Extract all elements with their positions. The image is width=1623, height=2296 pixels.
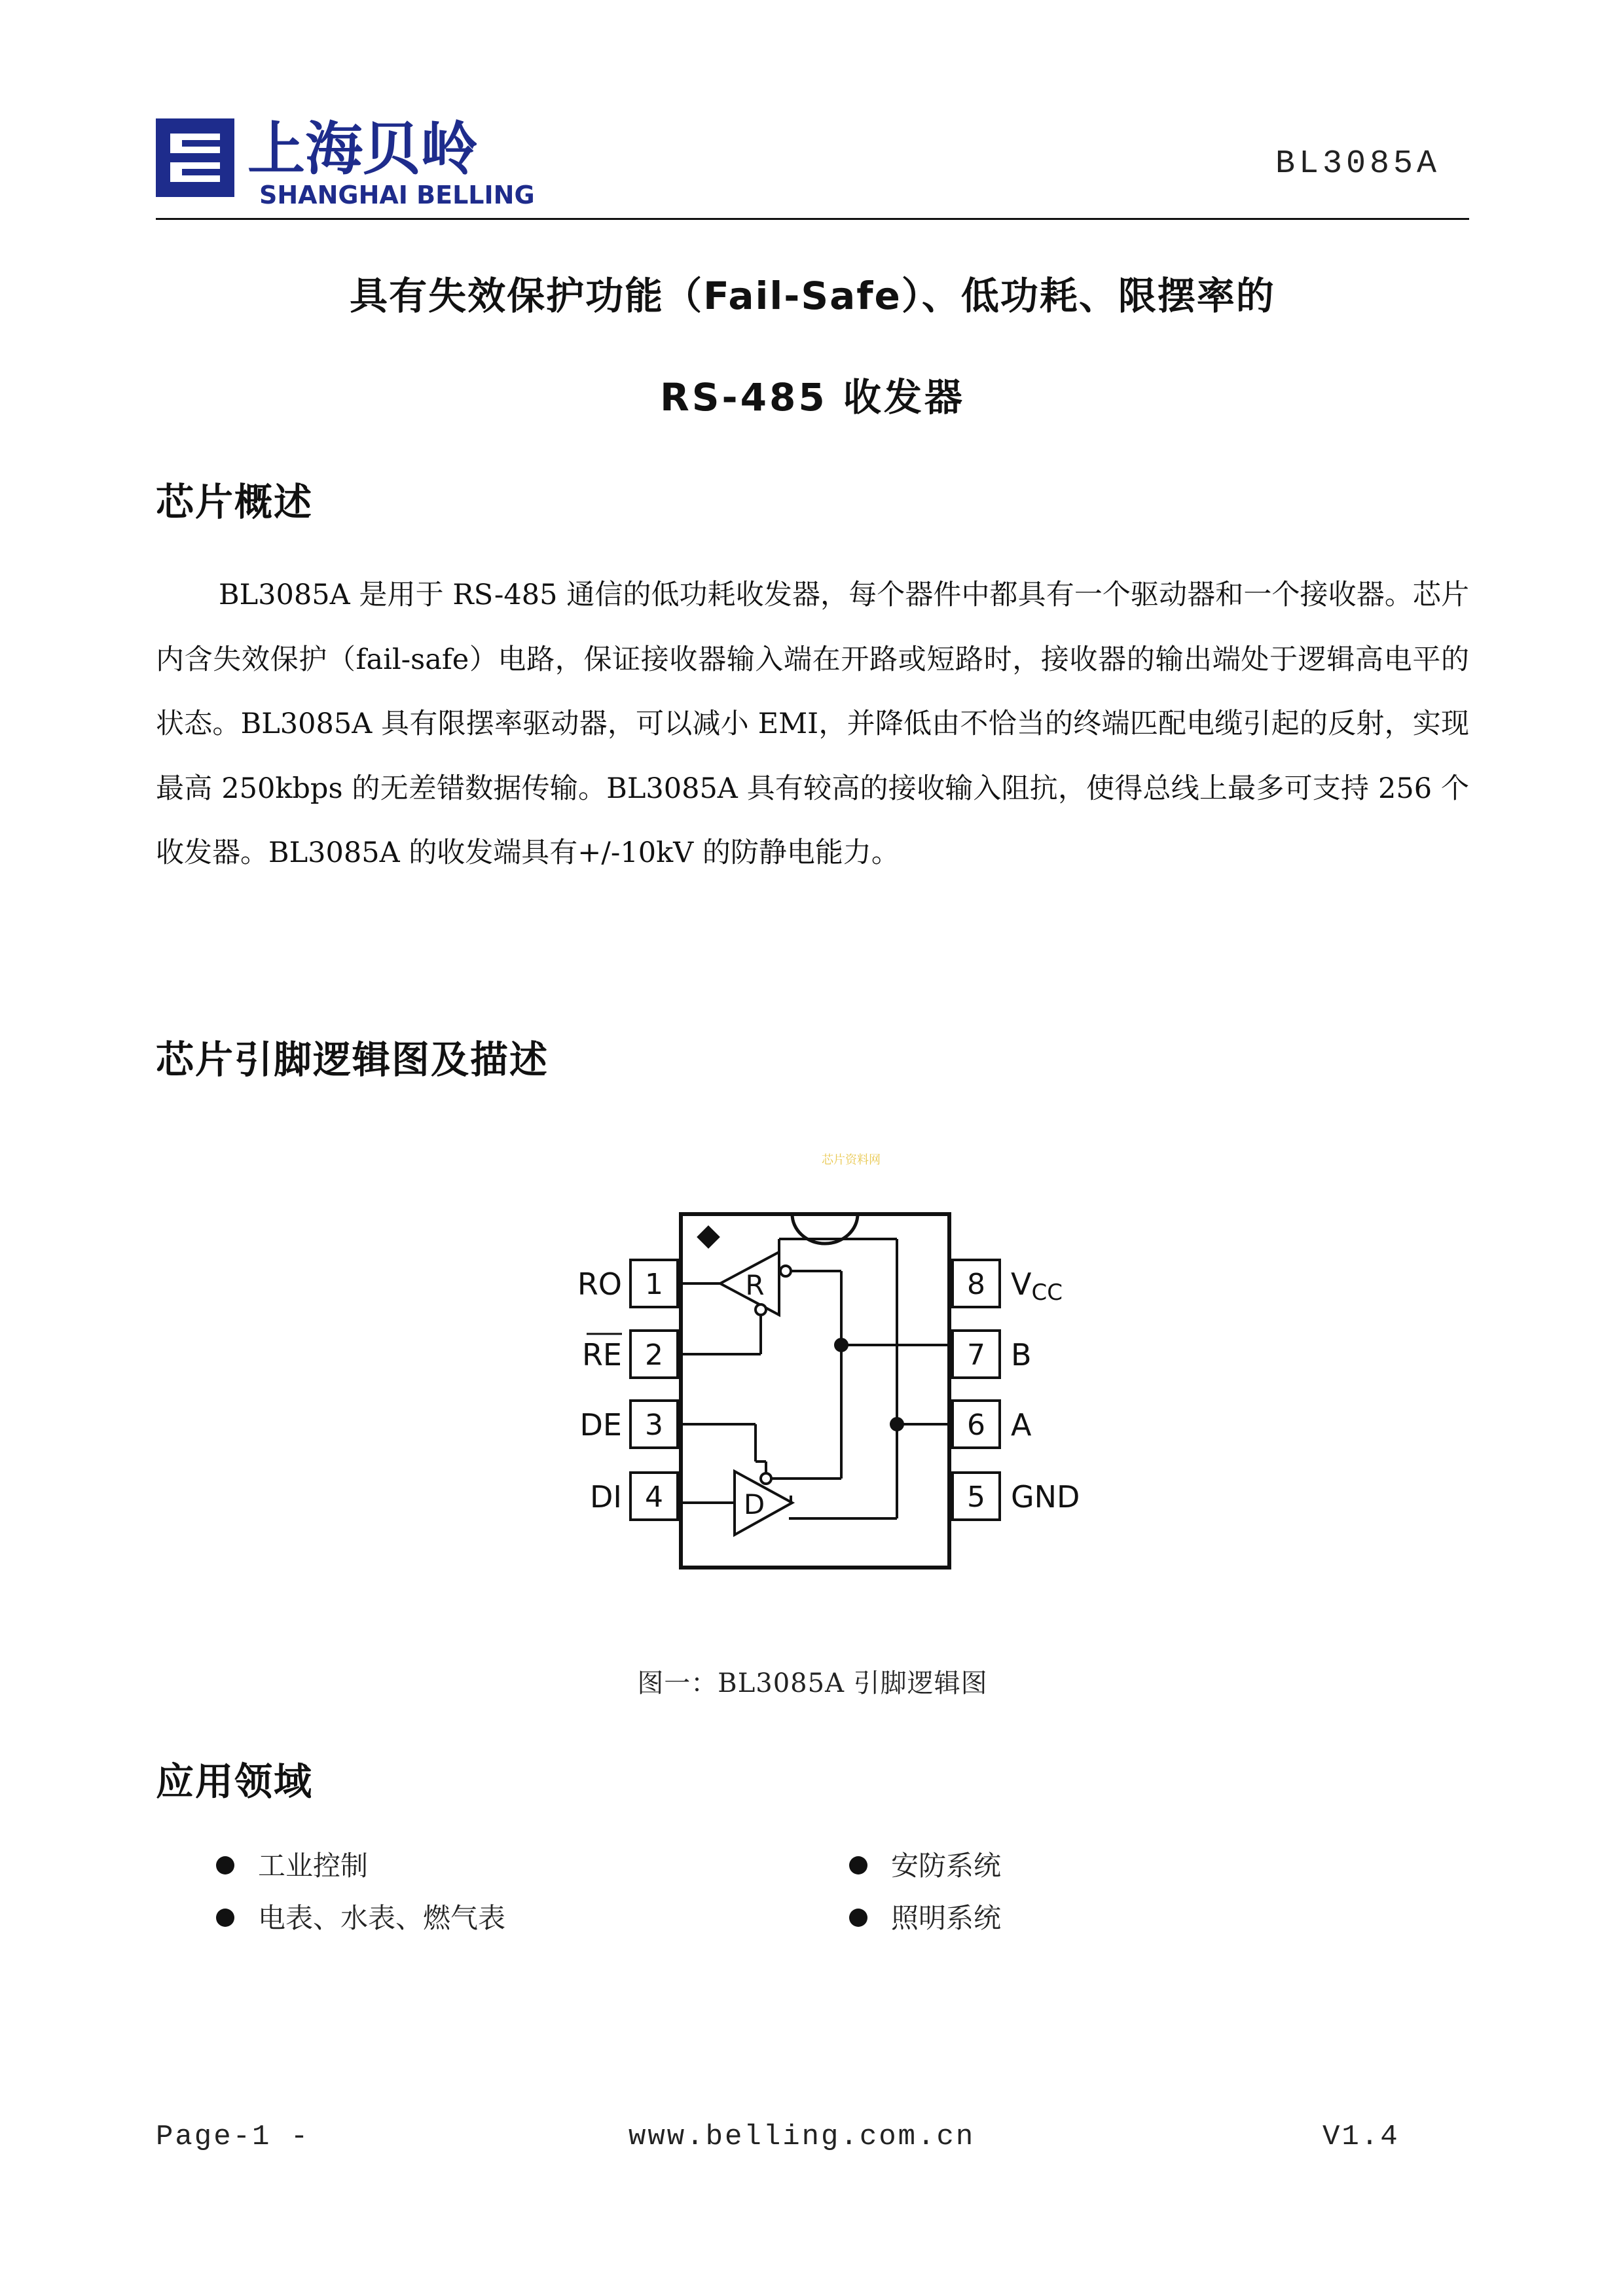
logo-cn-text: 上海贝岭 [247, 115, 479, 183]
footer-website: www.belling.com.cn [629, 2121, 976, 2153]
application-item: 工业控制 [216, 1844, 368, 1884]
bullet-icon [216, 1909, 234, 1927]
pin-num-2: 2 [645, 1338, 663, 1372]
pin1-marker [699, 1227, 718, 1247]
pin-logic-diagram [563, 1198, 1126, 1577]
pin-num-5: 5 [967, 1480, 985, 1514]
footer-page-number: Page-1 - [156, 2121, 310, 2153]
logo-mark [156, 118, 234, 197]
bullet-icon [849, 1856, 867, 1874]
application-item: 照明系统 [849, 1897, 1001, 1936]
pin-num-4: 4 [645, 1480, 663, 1514]
application-item: 电表、水表、燃气表 [216, 1897, 505, 1936]
circuit-wires [678, 1239, 953, 1518]
bullet-icon [216, 1856, 234, 1874]
pin-name-gnd: GND [1011, 1479, 1080, 1515]
receiver-inv-bubble [780, 1266, 791, 1276]
pin-name-re: RE [581, 1337, 622, 1372]
bullet-icon [849, 1909, 867, 1927]
pin-name-b: B [1011, 1337, 1032, 1372]
figure-caption: 图一：BL3085A 引脚逻辑图 [637, 1668, 988, 1698]
pin-num-7: 7 [967, 1338, 985, 1372]
re-inv-bubble [756, 1304, 766, 1315]
document-title-line-2: RS-485 收发器 [660, 375, 965, 420]
company-logo [156, 115, 549, 213]
chip-package [681, 1214, 949, 1568]
logo-en-text: SHANGHAI BELLING [259, 181, 535, 209]
junction-dot-b [835, 1339, 847, 1351]
pin-num-1: 1 [645, 1268, 663, 1301]
applications-heading: 应用领域 [156, 1759, 314, 1804]
overview-heading: 芯片概述 [156, 480, 314, 524]
pin-name-di: DI [590, 1479, 622, 1515]
watermark-text: 芯片资料网 [822, 1153, 881, 1167]
driver-label: D [743, 1488, 765, 1520]
document-code: BL3085A [1275, 145, 1440, 183]
pinout-heading: 芯片引脚逻辑图及描述 [156, 1037, 549, 1082]
pin-num-6: 6 [967, 1408, 985, 1442]
pin-name-a: A [1011, 1407, 1032, 1443]
driver-inv-bubble [761, 1473, 771, 1484]
pin-num-3: 3 [645, 1408, 663, 1442]
header-divider [156, 218, 1469, 220]
pin-num-8: 8 [967, 1268, 985, 1301]
application-item: 安防系统 [849, 1844, 1001, 1884]
pin-name-de: DE [579, 1407, 622, 1443]
footer-version: V1.4 [1322, 2121, 1400, 2153]
overview-paragraph: BL3085A 是用于 RS-485 通信的低功耗收发器，每个器件中都具有一个驱动器和一个接收器。芯片内含失效保护（fail-safe）电路，保证接收器输入端在开路或短路时，接收器的输出端处于逻辑高电平的状态。BL3085A 具有限摆率驱动器，可以减小 EMI，并降低由不恰当的终端匹配电缆引起的反射，实现最高 250kbps 的无差错数据传输。BL3085A 具有较高的接收输入阻抗，使得总线上最多可支持 256 个收发器。BL3085A 的收发端具有+/-10kV 的防静电能力。 [156, 579, 1469, 869]
junction-dot-a [891, 1418, 903, 1430]
document-title-line-1: 具有失效保护功能（Fail-Safe）、低功耗、限摆率的 [350, 274, 1275, 318]
pin-name-vcc: VCC [1011, 1266, 1063, 1306]
receiver-label: R [745, 1269, 765, 1301]
pin-name-ro: RO [577, 1266, 622, 1302]
